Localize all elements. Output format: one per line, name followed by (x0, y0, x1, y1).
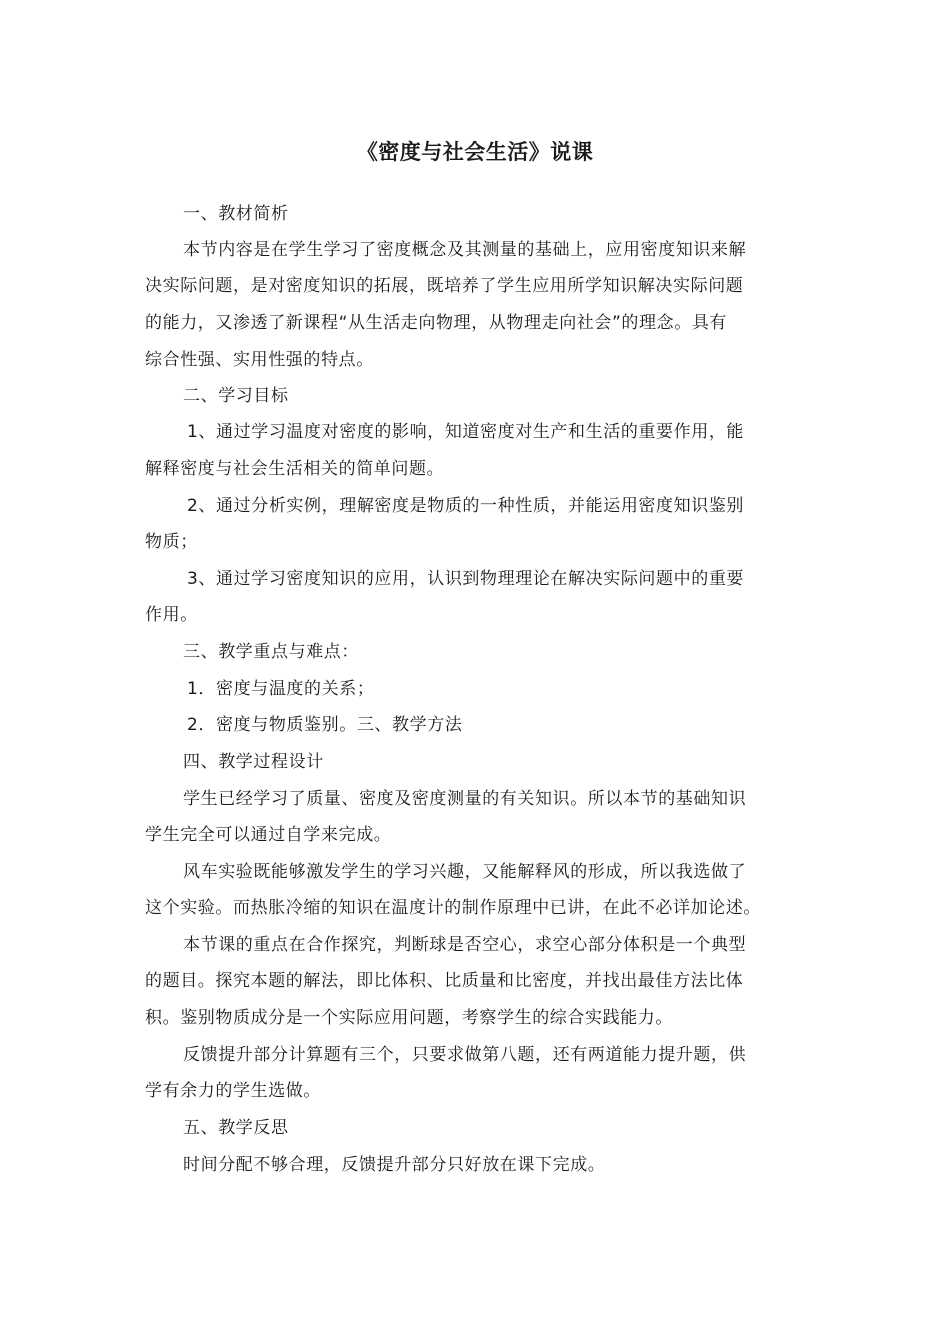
section-heading-5: 五、教学反思 (183, 1118, 289, 1138)
list-item: 2．密度与物质鉴别。三、教学方法 (187, 715, 463, 735)
paragraph-line: 物质； (145, 532, 198, 552)
document-title: 《密度与社会生活》说课 (356, 140, 594, 164)
paragraph-line: 时间分配不够合理，反馈提升部分只好放在课下完成。 (183, 1155, 606, 1175)
list-item: 1、通过学习温度对密度的影响，知道密度对生产和生活的重要作用，能 (187, 422, 745, 442)
section-heading-2: 二、学习目标 (183, 386, 289, 406)
paragraph-line: 的题目。探究本题的解法，即比体积、比质量和比密度，并找出最佳方法比体 (145, 971, 744, 991)
section-heading-1: 一、教材简析 (183, 204, 289, 224)
paragraph-line: 的能力，又渗透了新课程“从生活走向物理，从物理走向社会”的理念。具有 (145, 313, 728, 333)
list-item: 1．密度与温度的关系； (187, 679, 375, 699)
paragraph-line: 反馈提升部分计算题有三个，只要求做第八题，还有两道能力提升题，供 (183, 1045, 747, 1065)
paragraph-line: 本节内容是在学生学习了密度概念及其测量的基础上，应用密度知识来解 (183, 240, 747, 260)
paragraph-line: 积。鉴别物质成分是一个实际应用问题，考察学生的综合实践能力。 (145, 1008, 673, 1028)
paragraph-line: 学生已经学习了质量、密度及密度测量的有关知识。所以本节的基础知识 (183, 789, 747, 809)
paragraph-line: 解释密度与社会生活相关的简单问题。 (145, 459, 445, 479)
paragraph-line: 这个实验。而热胀冷缩的知识在温度计的制作原理中已讲，在此不必详加论述。 (145, 898, 761, 918)
paragraph-line: 风车实验既能够激发学生的学习兴趣，又能解释风的形成，所以我选做了 (183, 862, 747, 882)
list-item: 2、通过分析实例，理解密度是物质的一种性质，并能运用密度知识鉴别 (187, 496, 745, 516)
paragraph-line: 学有余力的学生选做。 (145, 1081, 321, 1101)
paragraph-line: 决实际问题，是对密度知识的拓展，既培养了学生应用所学知识解决实际问题 (145, 276, 744, 296)
paragraph-line: 综合性强、实用性强的特点。 (145, 350, 374, 370)
section-heading-4: 四、教学过程设计 (183, 752, 324, 772)
paragraph-line: 学生完全可以通过自学来完成。 (145, 825, 392, 845)
section-heading-3: 三、教学重点与难点： (183, 642, 359, 662)
paragraph-line: 作用。 (145, 605, 198, 625)
paragraph-line: 本节课的重点在合作探究，判断球是否空心，求空心部分体积是一个典型 (183, 935, 747, 955)
list-item: 3、通过学习密度知识的应用，认识到物理理论在解决实际问题中的重要 (187, 569, 745, 589)
